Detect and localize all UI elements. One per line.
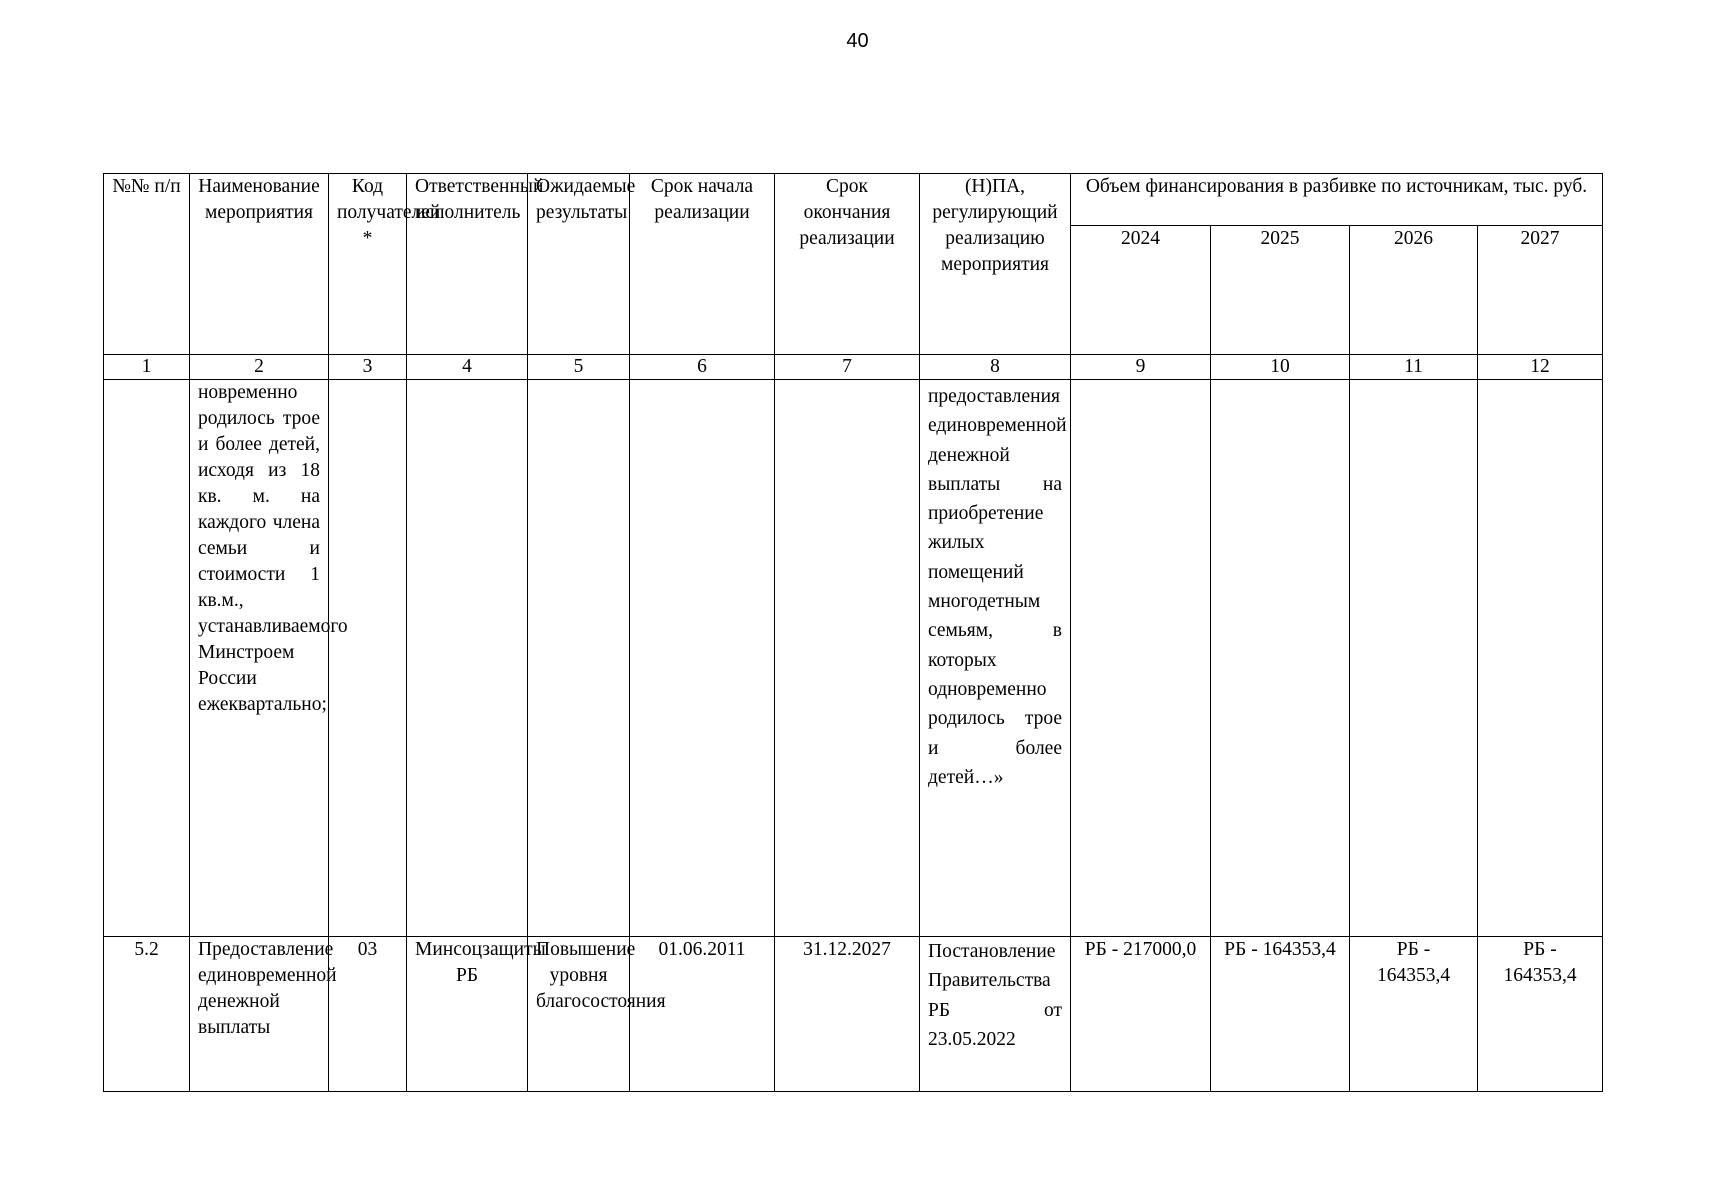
column-number: 7 bbox=[775, 355, 920, 380]
cell-number: 5.2 bbox=[104, 937, 190, 1092]
cell-legal-act: предоставления единовременной денежной выплаты на приобретение жилых помещений многодетным семьям, в которых одновременно родилось трое и более детей…» bbox=[920, 380, 1071, 937]
column-numbers-row bbox=[104, 355, 1603, 380]
column-number: 2 bbox=[190, 355, 329, 380]
header-activity-name: Наименование мероприятия bbox=[190, 174, 329, 355]
cell-end-date: 31.12.2027 bbox=[775, 937, 920, 1092]
header-funding: Объем финансирования в разбивке по источникам, тыс. руб. bbox=[1071, 174, 1603, 226]
program-activities-table bbox=[103, 173, 1603, 1092]
header-end-date: Срок окончания реализации bbox=[775, 174, 920, 355]
cell-funding-2026: РБ - 164353,4 bbox=[1350, 937, 1478, 1092]
cell-empty bbox=[528, 380, 630, 937]
cell-empty bbox=[1211, 380, 1350, 937]
cell-activity-name: Предоставление единовременной денежной выплаты bbox=[190, 937, 329, 1092]
column-number: 4 bbox=[407, 355, 528, 380]
header-executor: Ответственный исполнитель bbox=[407, 174, 528, 355]
header-number: №№ п/п bbox=[104, 174, 190, 355]
cell-expected-results: Повышение уровня благосостояния bbox=[528, 937, 630, 1092]
header-row bbox=[104, 174, 1603, 226]
header-expected-results: Ожидаемые результаты bbox=[528, 174, 630, 355]
cell-activity-name: новременно родилось трое и более детей, исходя из 18 кв. м. на каждого члена семьи и стоимости 1 кв.м., устанавливаемого Минстроем России ежеквартально; bbox=[190, 380, 329, 937]
column-number: 1 bbox=[104, 355, 190, 380]
table-row bbox=[104, 937, 1603, 1092]
header-legal-act: (Н)ПА, регулирующий реализацию мероприятия bbox=[920, 174, 1071, 355]
cell-legal-act: Постановление Правительства РБ от 23.05.2022 bbox=[920, 937, 1071, 1092]
table-row bbox=[104, 380, 1603, 937]
cell-funding-2024: РБ - 217000,0 bbox=[1071, 937, 1211, 1092]
cell-empty bbox=[630, 380, 775, 937]
cell-empty bbox=[407, 380, 528, 937]
header-year-2025: 2025 bbox=[1211, 226, 1350, 355]
header-year-2024: 2024 bbox=[1071, 226, 1211, 355]
page-number: 40 bbox=[846, 30, 869, 52]
column-number: 9 bbox=[1071, 355, 1211, 380]
cell-empty bbox=[329, 380, 407, 937]
cell-empty bbox=[1478, 380, 1603, 937]
cell-empty bbox=[104, 380, 190, 937]
cell-empty bbox=[775, 380, 920, 937]
cell-funding-2027: РБ - 164353,4 bbox=[1478, 937, 1603, 1092]
column-number: 6 bbox=[630, 355, 775, 380]
column-number: 10 bbox=[1211, 355, 1350, 380]
cell-executor: Минсоцзащиты РБ bbox=[407, 937, 528, 1092]
cell-recipient-code: 03 bbox=[329, 937, 407, 1092]
cell-empty bbox=[1350, 380, 1478, 937]
cell-funding-2025: РБ - 164353,4 bbox=[1211, 937, 1350, 1092]
column-number: 5 bbox=[528, 355, 630, 380]
column-number: 3 bbox=[329, 355, 407, 380]
header-recipient-code: Код получателей * bbox=[329, 174, 407, 355]
column-number: 12 bbox=[1478, 355, 1603, 380]
header-year-2027: 2027 bbox=[1478, 226, 1603, 355]
cell-empty bbox=[1071, 380, 1211, 937]
cell-start-date: 01.06.2011 bbox=[630, 937, 775, 1092]
header-year-2026: 2026 bbox=[1350, 226, 1478, 355]
column-number: 8 bbox=[920, 355, 1071, 380]
header-start-date: Срок начала реализации bbox=[630, 174, 775, 355]
column-number: 11 bbox=[1350, 355, 1478, 380]
